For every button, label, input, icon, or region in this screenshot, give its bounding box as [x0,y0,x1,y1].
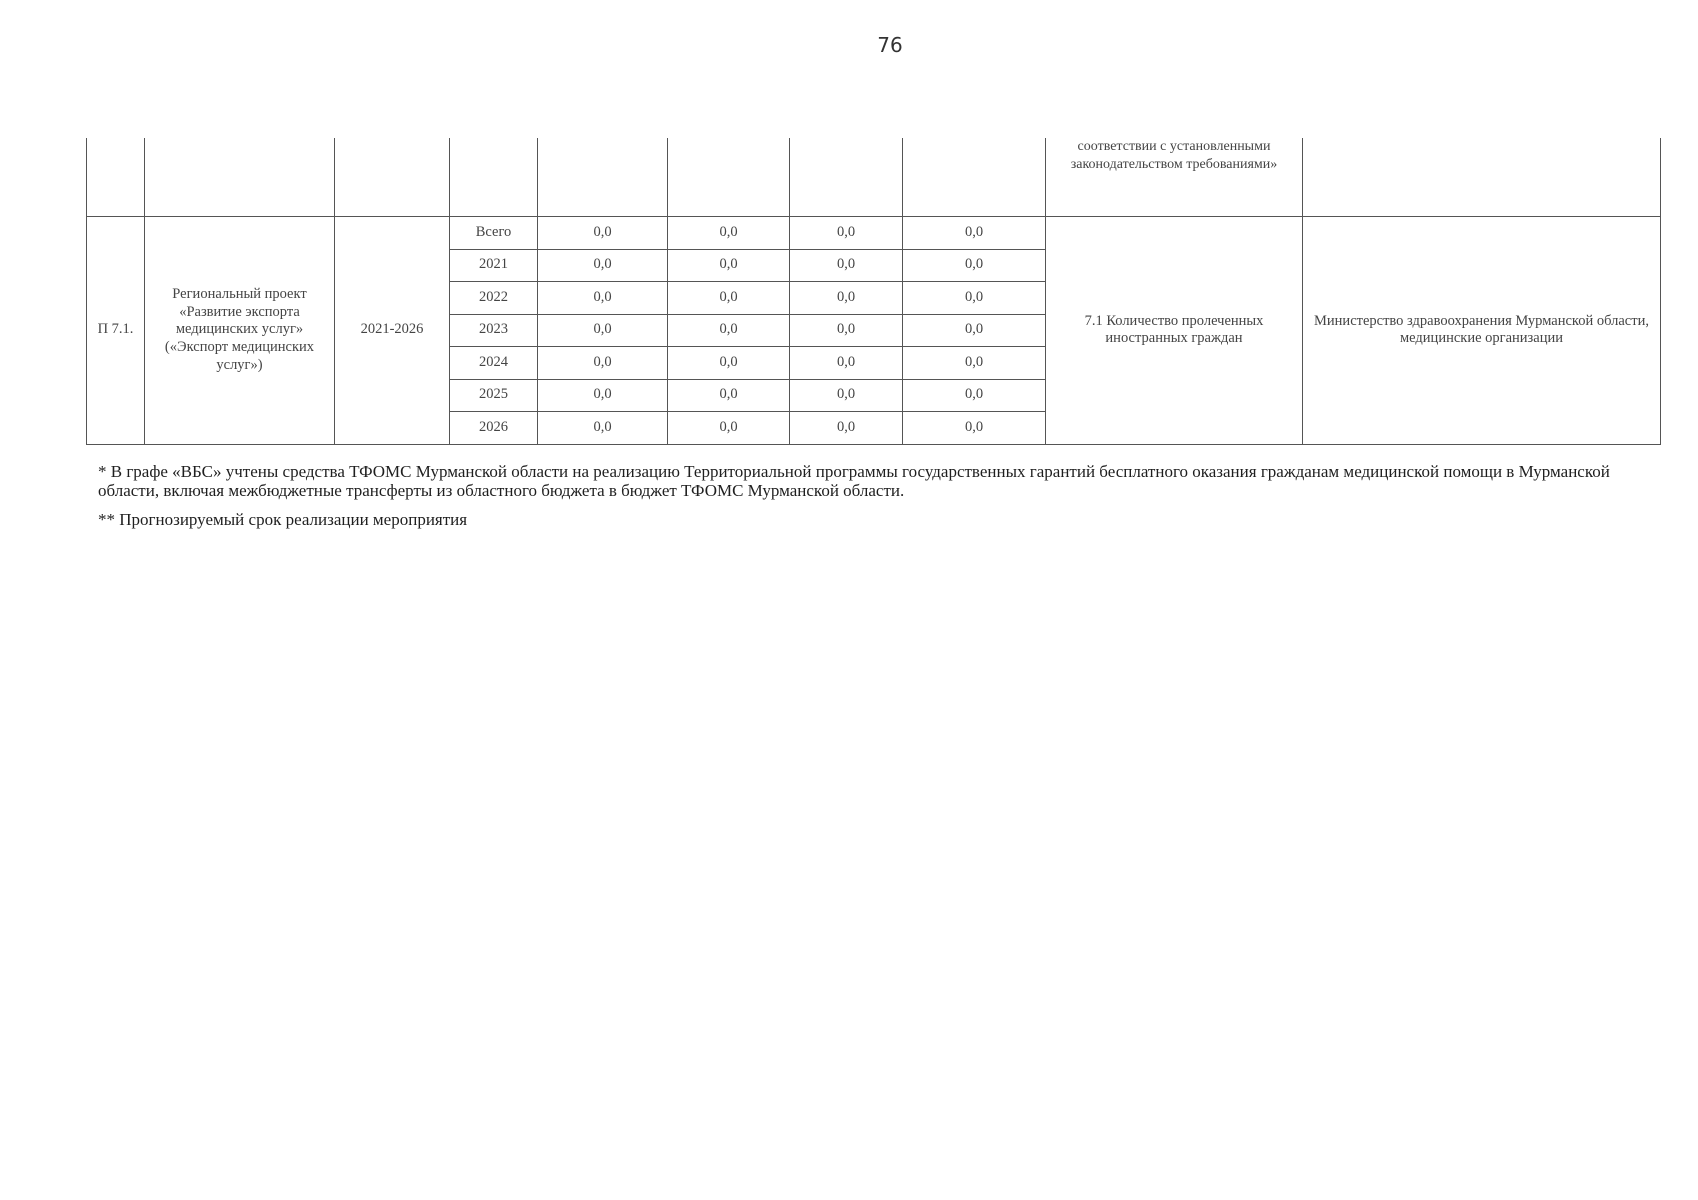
value-cell: 0,0 [790,314,903,347]
continuation-indicator-text: соответствии с установленными законодательством требованиями» [1070,139,1278,172]
row-year: Всего [450,217,538,250]
value-cell: 0,0 [790,217,903,250]
project-name: Региональный проект «Развитие экспорта медицинских услуг» («Экспорт медицинских услуг») [145,217,335,445]
row-year: 2022 [450,282,538,315]
value-cell: 0,0 [538,217,668,250]
value-cell: 0,0 [538,347,668,380]
value-cell: 0,0 [903,217,1046,250]
value-cell: 0,0 [790,249,903,282]
executor-cell: Министерство здравоохранения Мурманской области, медицинские организации [1303,217,1661,445]
value-cell: 0,0 [668,314,790,347]
value-cell: 0,0 [790,412,903,445]
value-cell: 0,0 [903,379,1046,412]
indicator-cell: 7.1 Количество пролеченных иностранных граждан [1046,217,1303,445]
cell-empty [145,138,335,217]
cell-empty [903,138,1046,217]
footnote-vbs: * В графе «ВБС» учтены средства ТФОМС Мурманской области на реализацию Территориальной программы государственных гарантий бесплатного оказания гражданам медицинской помощи в Мурманской области, включая межбюджетные трансферты из областного бюджета в бюджет ТФОМС Мурманской области. [98,462,1610,501]
cell-empty [1303,138,1661,217]
page-number: 76 [877,33,903,57]
continuation-indicator-cell [1046,138,1303,217]
footnote-forecast: ** Прогнозируемый срок реализации мероприятия [98,510,468,530]
value-cell: 0,0 [790,379,903,412]
value-cell: 0,0 [790,282,903,315]
value-cell: 0,0 [903,282,1046,315]
value-cell: 0,0 [538,314,668,347]
cell-empty [790,138,903,217]
value-cell: 0,0 [903,347,1046,380]
table-row [87,217,1661,250]
value-cell: 0,0 [538,249,668,282]
continuation-row [87,138,1661,217]
cell-empty [87,138,145,217]
cell-empty [450,138,538,217]
value-cell: 0,0 [668,347,790,380]
row-year: 2023 [450,314,538,347]
value-cell: 0,0 [538,282,668,315]
program-table [86,138,1661,445]
project-code: П 7.1. [87,217,145,445]
value-cell: 0,0 [903,412,1046,445]
footnotes [98,462,1668,539]
value-cell: 0,0 [903,249,1046,282]
value-cell: 0,0 [903,314,1046,347]
value-cell: 0,0 [790,347,903,380]
value-cell: 0,0 [668,379,790,412]
value-cell: 0,0 [668,412,790,445]
project-period: 2021-2026 [335,217,450,445]
cell-empty [538,138,668,217]
row-year: 2024 [450,347,538,380]
value-cell: 0,0 [538,412,668,445]
row-year: 2025 [450,379,538,412]
value-cell: 0,0 [538,379,668,412]
value-cell: 0,0 [668,282,790,315]
row-year: 2026 [450,412,538,445]
value-cell: 0,0 [668,217,790,250]
row-year: 2021 [450,249,538,282]
cell-empty [668,138,790,217]
value-cell: 0,0 [668,249,790,282]
cell-empty [335,138,450,217]
